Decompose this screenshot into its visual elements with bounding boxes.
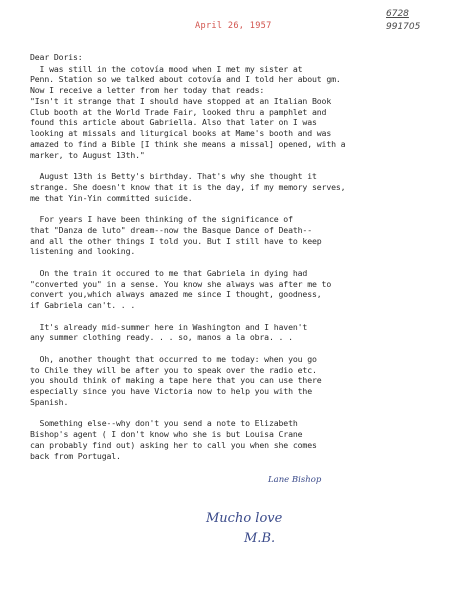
body-line: convert you,which always amazed me since I thought, goodness, xyxy=(30,289,322,300)
salutation: Dear Doris: xyxy=(30,52,83,62)
body-line: you should think of making a tape here that you can use there xyxy=(30,375,322,386)
body-line: marker, to August 13th." xyxy=(30,149,145,160)
handwritten-note-bishop: Lane Bishop xyxy=(268,475,322,485)
body-line: Oh, another thought that occurred to me today: when you go xyxy=(30,353,317,364)
body-line: "Isn't it strange that I should have stopped at an Italian Book xyxy=(30,95,332,106)
body-line: For years I have been thinking of the significance of xyxy=(30,214,293,224)
body-line: It's already mid-summer here in Washington and I haven't xyxy=(30,321,308,332)
archive-mark-line-1: 6728 xyxy=(386,9,409,19)
archive-mark xyxy=(386,8,420,34)
body-line: especially since you have Victoria now to help you with the xyxy=(30,386,312,396)
body-line: looking at missals and liturgical books at Mame's booth and was xyxy=(30,128,332,138)
body-line: any summer clothing ready. . . so, manos a la obra. . . xyxy=(30,332,293,343)
body-line: can probably find out) asking her to call you when she comes xyxy=(30,439,317,450)
body-line: Club booth at the World Trade Fair, looked thru a pamphlet and xyxy=(30,106,327,117)
body-line: and all the other things I told you. But I still have to keep xyxy=(30,235,322,246)
letter-date: April 26, 1957 xyxy=(195,21,272,31)
body-line: Something else--why don't you send a note to Elizabeth xyxy=(30,418,298,429)
body-line: I was still in the cotovía mood when I met my sister at xyxy=(30,63,303,74)
body-line: me that Yin-Yin committed suicide. xyxy=(30,192,193,203)
body-line: listening and looking. xyxy=(30,246,136,257)
body-line: Penn. Station so we talked about cotovía and I told her about gm. xyxy=(30,74,341,85)
body-line: On the train it occured to me that Gabriela in dying had xyxy=(30,267,308,278)
body-line: Spanish. xyxy=(30,396,69,407)
body-line: found this article about Gabriella. Also that later on I was xyxy=(30,117,317,128)
signature-line-2: M.B. xyxy=(244,531,276,546)
body-line: "converted you" in a sense. You know she always was after me to xyxy=(30,278,332,289)
body-line: Bishop's agent ( I don't know who she is but Louisa Crane xyxy=(30,429,303,439)
body-line: back from Portugal. xyxy=(30,450,121,461)
body-line: strange. She doesn't know that it is the day, if my memory serves, xyxy=(30,181,346,192)
signature xyxy=(206,509,282,549)
signature-line-1: Mucho love xyxy=(206,511,283,526)
body-line: if Gabriela can't. . . xyxy=(30,300,136,310)
body-line: Now I receive a letter from her today that reads: xyxy=(30,85,265,95)
archive-mark-line-2: 991705 xyxy=(386,22,421,32)
body-line: that "Danza de luto" dream--now the Basque Dance of Death-- xyxy=(30,224,312,235)
body-line: August 13th is Betty's birthday. That's why she thought it xyxy=(30,171,317,181)
body-line: to Chile they will be after you to speak over the radio etc. xyxy=(30,364,317,375)
body-line: amazed to find a Bible [I think she means a missal] opened, with a xyxy=(30,138,346,149)
